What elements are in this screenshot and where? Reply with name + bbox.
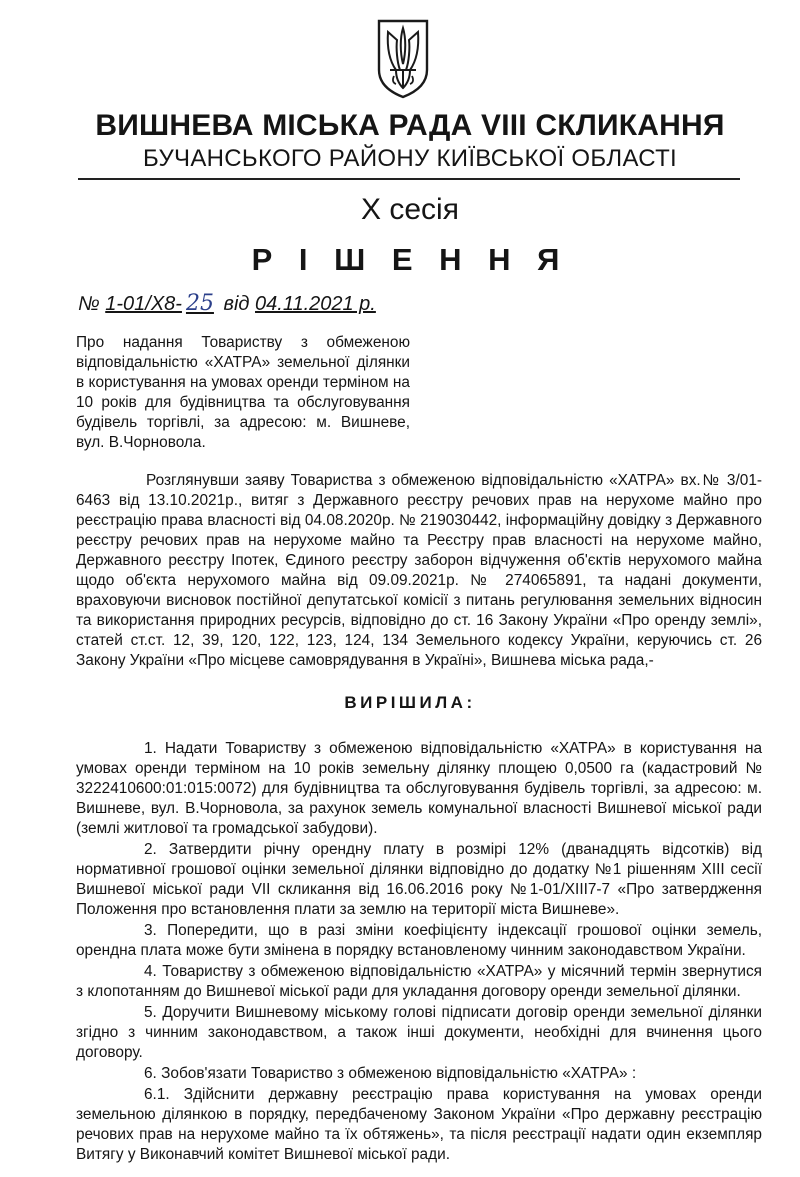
decision-item-6: 6. Зобов'язати Товариство з обмеженою відповідальністю «ХАТРА» :	[144, 1065, 637, 1082]
decision-item-3: 3. Попередити, що в разі зміни коефіцієнту індексації грошової оцінки земель, орендна плата може бути змінена в порядку встановленому чинним законодавством України.	[76, 922, 762, 959]
resolved-heading: ВИРІШИЛА:	[344, 693, 476, 712]
coat-of-arms-icon	[376, 18, 430, 100]
decision-number-line	[78, 291, 376, 317]
session-title: X сесія	[361, 193, 459, 226]
document-type-heading: Р І Ш Е Н Н Я	[251, 242, 569, 277]
district-subtitle: БУЧАНСЬКОГО РАЙОНУ КИЇВСЬКОЇ ОБЛАСТІ	[142, 145, 678, 172]
decision-item-5: 5. Доручити Вишневому міському голові підписати договір оренди земельної ділянки згідно з чинним законодавством, а також інші документи, необхідні для вчинення цього договору.	[76, 1004, 762, 1061]
decision-item-4: 4. Товариству з обмеженою відповідальністю «ХАТРА» у місячний термін звернутися з клопотанням до Вишневої міської ради для укладання договору оренди земельної ділянки.	[76, 963, 762, 1000]
decision-item-2: 2. Затвердити річну орендну плату в розмірі 12% (дванадцять відсотків) від нормативної грошової оцінки земельної ділянки відповідно до додатку №1 рішенням XIII сесії Вишневої міської ради VII скликання від 16.06.2016 року №1-01/XIII7-7 «Про затвердження Положення про встановлення плати за землю на території міста Вишневе».	[76, 841, 762, 918]
header-divider	[78, 178, 740, 180]
decision-item-6-1: 6.1. Здійснити державну реєстрацію права користування на умовах оренди земельною ділянкою в порядку, передбаченому Законом України «Про державну реєстрацію речових прав на нерухоме майно та їх обтяжень», та після реєстрації надати один екземпляр Витягу у Виконавчий комітет Вишневої міської ради.	[76, 1086, 762, 1163]
decision-date: 04.11.2021 р.	[255, 293, 376, 315]
handwritten-number: 25	[185, 291, 214, 316]
preamble-block	[76, 471, 762, 671]
decision-items	[76, 739, 762, 1166]
decision-subject: Про надання Товариству з обмеженою відповідальністю «ХАТРА» земельної ділянки в користування на умовах оренди терміном на 10 років для будівництва та обслуговування будівель торгівлі, за адресою: м. Вишневе, вул. В.Чорновола.	[76, 334, 410, 451]
preamble-text: Розглянувши заяву Товариства з обмеженою відповідальністю «ХАТРА» вх.№ 3/01-6463 від 13.10.2021р., витяг з Державного реєстру речових прав на нерухоме майно про реєстрацію права власності від 04.08.2020р. № 219030442, інформаційну довідку з Державного реєстру речових прав на нерухоме майно та Реєстру прав власності на нерухоме майно, Державного реєстру Іпотек, Єдиного реєстру заборон відчуження об'єктів нерухомого майна щодо об'єкта нерухомого майна від 09.09.2021р. № 274065891, та надані документи, враховуючи висновок постійної депутатської комісії з питань регулювання земельних відносин та використання природних ресурсів, відповідно до ст. 16 Закону України «Про оренду землі», статей ст.ст. 12, 39, 120, 122, 123, 124, 134 Земельного кодексу України, керуючись ст. 26 Закону України «Про місцеве самоврядування в Україні», Вишнева міська рада,-	[76, 472, 762, 669]
decision-number: 1-01/X8-	[105, 293, 182, 315]
number-sign: №	[78, 293, 100, 315]
decision-item-1: 1. Надати Товариству з обмеженою відповідальністю «ХАТРА» в користування на умовах оренди терміном на 10 років земельну ділянку площею 0,0500 га (кадастровий № 3222410600:01:015:0072) для будівництва та обслуговування будівель торгівлі, за адресою: м. Вишневе, вул. В.Чорновола, за рахунок земель комунальної власності Вишневої міської ради (землі житлової та громадської забудови).	[76, 740, 762, 837]
from-label: від	[223, 293, 250, 315]
council-title: ВИШНЕВА МІСЬКА РАДА VIII СКЛИКАННЯ	[95, 109, 725, 142]
